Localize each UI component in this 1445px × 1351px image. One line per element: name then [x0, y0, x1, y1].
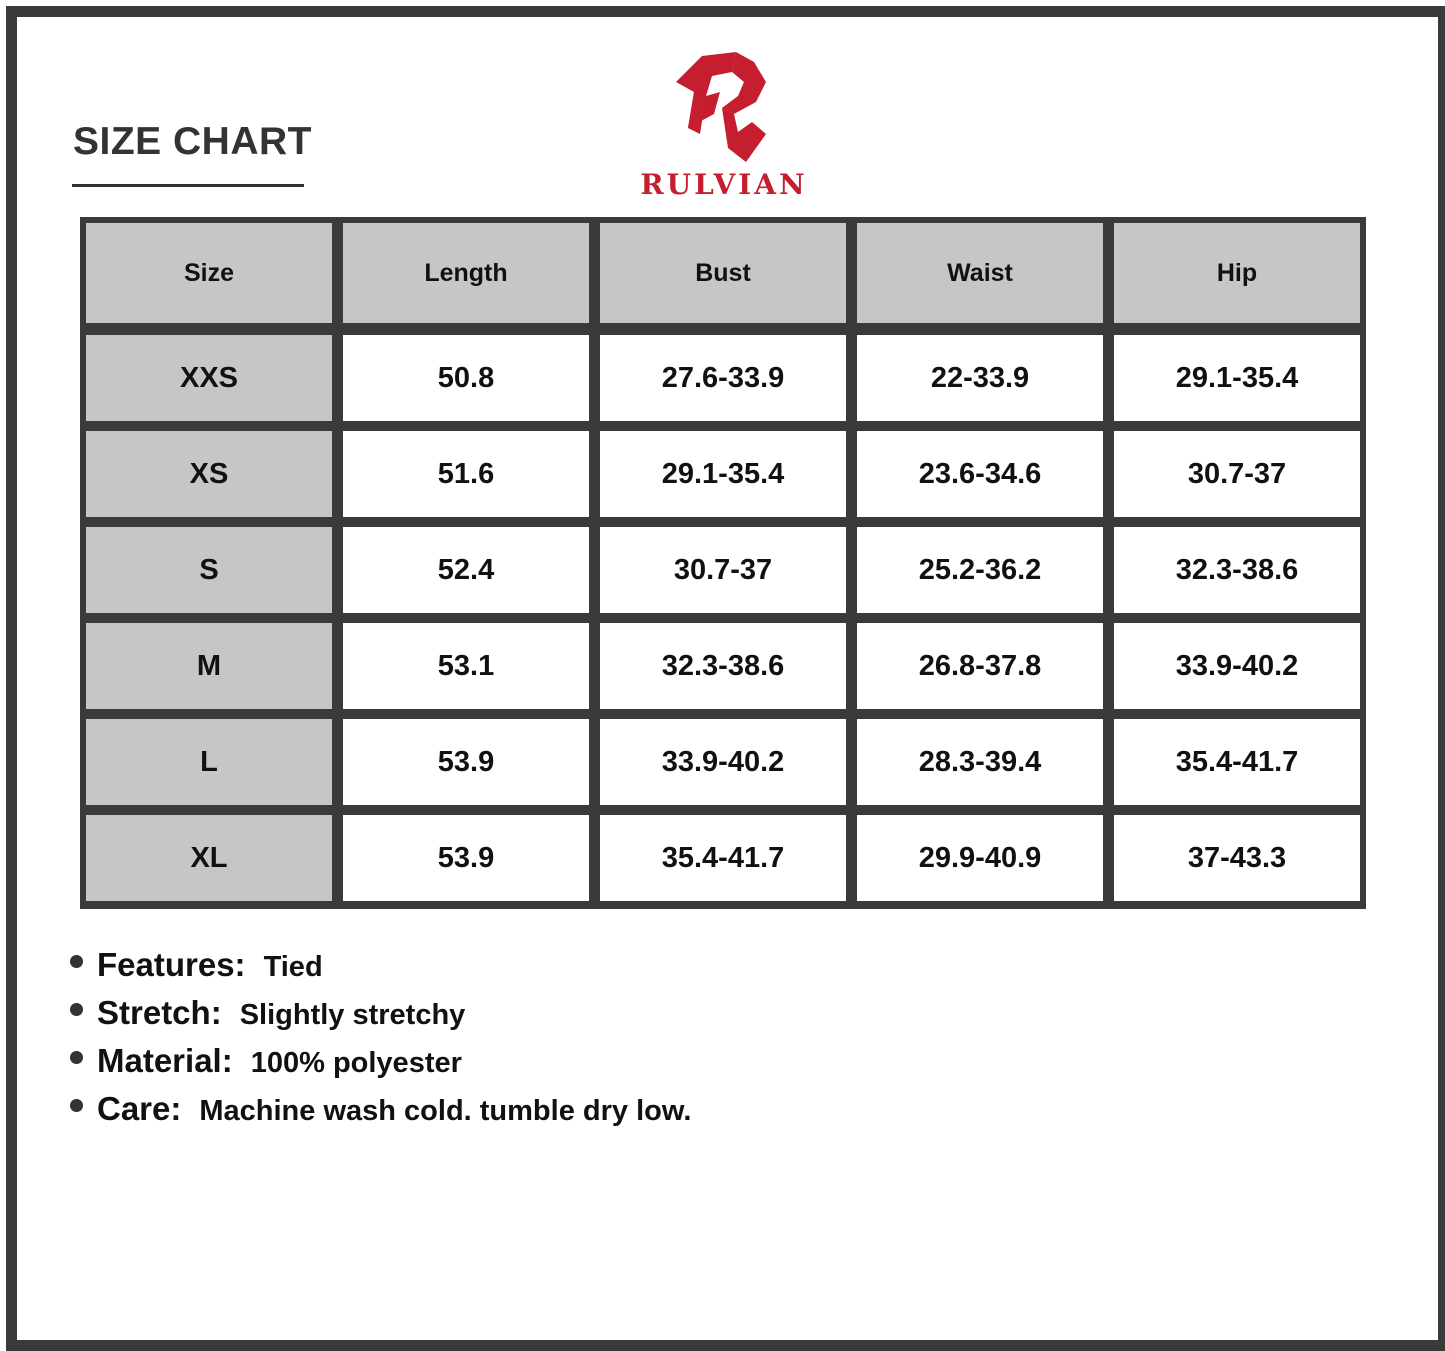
- header-cell-size: Size: [86, 223, 332, 323]
- feature-item: [70, 1090, 970, 1138]
- measurement-cell: 30.7-37: [1114, 431, 1360, 517]
- bullet-icon: [70, 955, 83, 968]
- title-underline: [72, 184, 304, 187]
- measurement-cell: 26.8-37.8: [857, 623, 1103, 709]
- measurement-cell: 30.7-37: [600, 527, 846, 613]
- measurement-cell: 29.1-35.4: [1114, 335, 1360, 421]
- measurement-cell: 53.9: [343, 815, 589, 901]
- measurement-cell: 25.2-36.2: [857, 527, 1103, 613]
- size-label-cell: S: [86, 527, 332, 613]
- feature-label: Features:: [97, 946, 246, 983]
- measurement-cell: 35.4-41.7: [600, 815, 846, 901]
- measurement-cell: 22-33.9: [857, 335, 1103, 421]
- feature-value: Slightly stretchy: [239, 999, 466, 1031]
- feature-value: Tied: [263, 951, 323, 983]
- feature-value: Machine wash cold. tumble dry low.: [199, 1095, 692, 1127]
- size-chart-table: [80, 217, 1366, 909]
- feature-item: [70, 1042, 970, 1090]
- measurement-cell: 53.1: [343, 623, 589, 709]
- measurement-cell: 32.3-38.6: [600, 623, 846, 709]
- feature-label: Care:: [97, 1090, 182, 1127]
- bullet-icon: [70, 1051, 83, 1064]
- measurement-cell: 35.4-41.7: [1114, 719, 1360, 805]
- measurement-cell: 28.3-39.4: [857, 719, 1103, 805]
- header-cell-hip: Hip: [1114, 223, 1360, 323]
- feature-value: 100% polyester: [250, 1047, 462, 1079]
- brand-name: RULVIAN: [640, 168, 808, 201]
- feature-item: [70, 994, 970, 1042]
- feature-item: [70, 946, 970, 994]
- brand-logo: [628, 52, 820, 201]
- measurement-cell: 29.9-40.9: [857, 815, 1103, 901]
- bullet-icon: [70, 1099, 83, 1112]
- measurement-cell: 32.3-38.6: [1114, 527, 1360, 613]
- size-label-cell: XL: [86, 815, 332, 901]
- feature-label: Stretch:: [97, 994, 222, 1031]
- measurement-cell: 33.9-40.2: [600, 719, 846, 805]
- measurement-cell: 51.6: [343, 431, 589, 517]
- measurement-cell: 27.6-33.9: [600, 335, 846, 421]
- measurement-cell: 29.1-35.4: [600, 431, 846, 517]
- r-monogram-logo-icon: [672, 52, 776, 164]
- measurement-cell: 23.6-34.6: [857, 431, 1103, 517]
- measurement-cell: 33.9-40.2: [1114, 623, 1360, 709]
- size-label-cell: L: [86, 719, 332, 805]
- bullet-icon: [70, 1003, 83, 1016]
- measurement-cell: 53.9: [343, 719, 589, 805]
- measurement-cell: 37-43.3: [1114, 815, 1360, 901]
- header-cell-bust: Bust: [600, 223, 846, 323]
- measurement-cell: 52.4: [343, 527, 589, 613]
- measurement-cell: 50.8: [343, 335, 589, 421]
- size-label-cell: XS: [86, 431, 332, 517]
- size-label-cell: M: [86, 623, 332, 709]
- feature-label: Material:: [97, 1042, 233, 1079]
- page-title: SIZE CHART: [73, 120, 312, 163]
- feature-list: [70, 946, 970, 1138]
- size-label-cell: XXS: [86, 335, 332, 421]
- header-cell-length: Length: [343, 223, 589, 323]
- header-cell-waist: Waist: [857, 223, 1103, 323]
